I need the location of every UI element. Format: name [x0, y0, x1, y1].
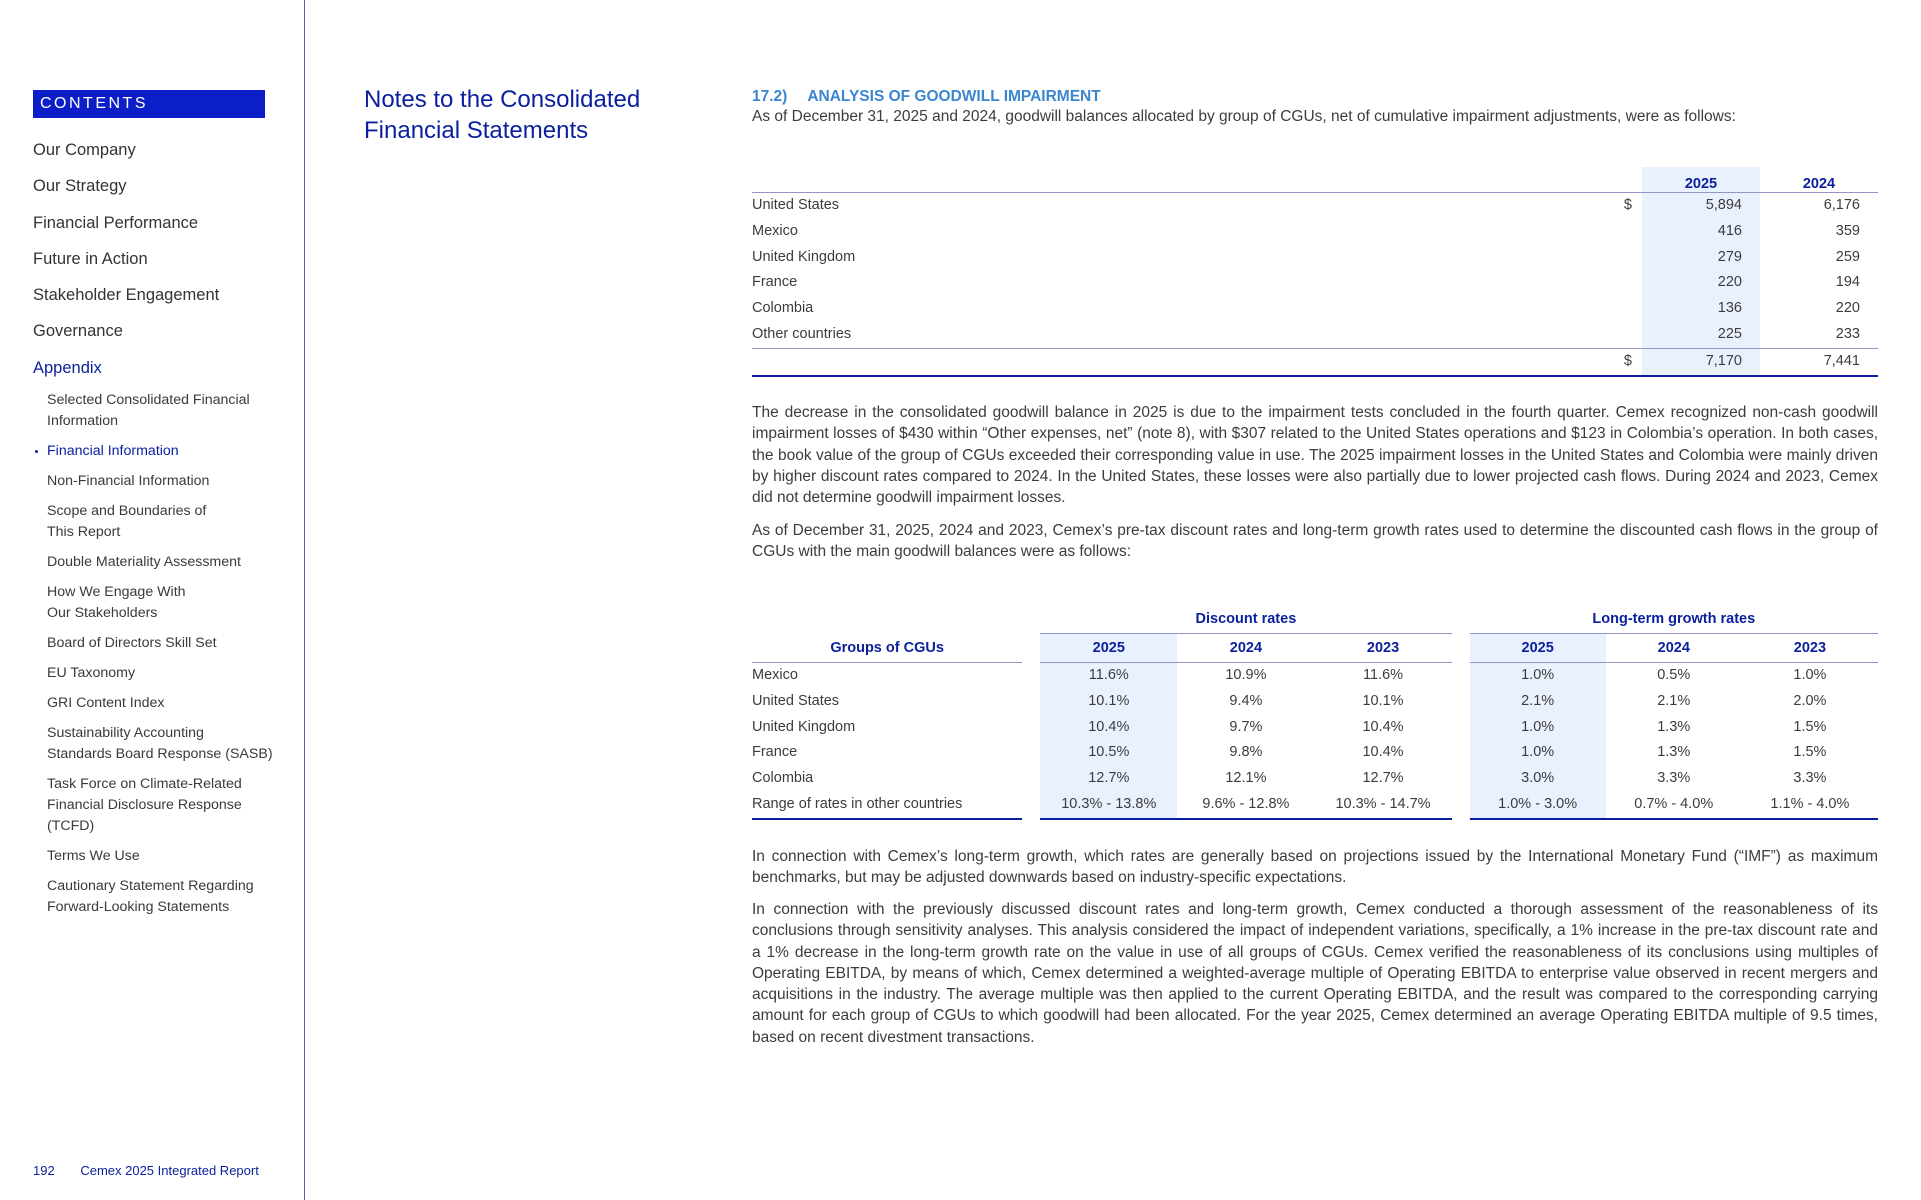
table-header-empty — [752, 605, 1022, 634]
table-header-empty — [1452, 634, 1470, 663]
discount-2024: 9.4% — [1229, 692, 1263, 709]
currency-symbol — [1612, 322, 1642, 348]
growth-2023: 3.3% — [1793, 770, 1827, 787]
note-title: ANALYSIS OF GOODWILL IMPAIRMENT — [807, 88, 1101, 105]
section-title-line: Financial Statements — [364, 117, 589, 144]
growth-2024: 0.7% - 4.0% — [1606, 792, 1742, 819]
sub-item-label: Financial Disclosure Response — [47, 797, 242, 813]
note-heading — [752, 88, 1101, 106]
sub-item-label: GRI Content Index — [47, 695, 165, 711]
groups-of-cgus-header: Groups of CGUs — [752, 634, 1022, 663]
note-intro: As of December 31, 2025 and 2024, goodwill balances allocated by group of CGUs, net of cumulative impairment adjustments, were as follows: — [752, 108, 1736, 125]
row-label — [752, 348, 1612, 375]
row-label: Other countries — [752, 325, 852, 342]
discount-2024: 12.1% — [1225, 770, 1267, 787]
growth-2024: 1.3% — [1657, 744, 1691, 761]
table-cell-empty — [1022, 715, 1040, 741]
paragraph-long-term-growth: In connection with Cemex’s long-term growth, which rates are generally based on projections issued by the International Monetary Fund (“IMF”) as maximum benchmarks, but may be adjusted downwards based on industry-specific expectations. — [752, 848, 1878, 887]
currency-symbol — [1612, 219, 1642, 245]
value-2025: 225 — [1642, 322, 1760, 348]
row-label: Mexico — [752, 222, 798, 239]
discount-2025: 10.1% — [1040, 689, 1177, 715]
note-number: 17.2) — [752, 88, 788, 105]
growth-2025: 2.1% — [1470, 689, 1606, 715]
growth-2025: 1.0% — [1470, 740, 1606, 766]
table-row — [752, 766, 1878, 792]
row-label: Range of rates in other countries — [752, 792, 1022, 819]
sidebar-navigation — [0, 0, 305, 1200]
sub-item-label: Cautionary Statement Regarding — [47, 878, 254, 894]
table-row — [752, 245, 1878, 271]
discount-year-2025: 2025 — [1040, 634, 1177, 663]
growth-year-2023: 2023 — [1742, 634, 1878, 663]
value-2024: 259 — [1835, 248, 1860, 265]
table-cell-empty — [1452, 766, 1470, 792]
growth-2024: 2.1% — [1657, 692, 1691, 709]
table-header-empty — [1022, 605, 1040, 634]
nav-item-financial-performance[interactable]: Financial Performance — [33, 213, 199, 232]
nav-item-appendix[interactable]: Appendix — [33, 358, 102, 377]
table-row — [752, 663, 1878, 689]
table-cell-empty — [1452, 715, 1470, 741]
table-cell-empty — [1022, 689, 1040, 715]
value-2025: 136 — [1642, 296, 1760, 322]
currency-symbol — [1612, 270, 1642, 296]
growth-2023: 1.1% - 4.0% — [1742, 792, 1878, 819]
growth-2024: 3.3% — [1657, 770, 1691, 787]
growth-2023: 2.0% — [1793, 692, 1827, 709]
currency-symbol: $ — [1623, 352, 1632, 369]
growth-2023: 1.0% — [1793, 667, 1827, 683]
value-2025: 220 — [1642, 270, 1760, 296]
table-row — [752, 715, 1878, 741]
growth-2025: 1.0% - 3.0% — [1470, 792, 1606, 819]
sub-item-sasb[interactable] — [47, 723, 297, 765]
page-footer — [33, 1163, 259, 1178]
sub-item-board-skill-set[interactable] — [47, 633, 297, 654]
appendix-sub-nav — [47, 390, 297, 927]
section-title — [364, 84, 684, 146]
discount-2023: 10.3% - 14.7% — [1314, 792, 1451, 819]
paragraph-sensitivity-analysis: In connection with the previously discussed discount rates and long-term growth, Cemex conducted a thorough assessment of the reasonableness of its conclusions through sensitivity analyses. This analysis considered the impact of independent variations, specifically, a 1% increase in the pre-tax discount rate and a 1% decrease in the long-term growth rate on the value in use of all groups of CGUs. Cemex verified the reasonableness of its conclusions using multiples of Operating EBITDA, by means of which, Cemex determined a weighted-average multiple of Operating EBITDA to enterprise value observed in recent mergers and acquisitions in the industry. The average multiple was then applied to the current Operating EBITDA, and the result was compared to the corresponding carrying amount for each group of CGUs to which goodwill had been allocated. For the year 2025, Cemex determined an average Operating EBITDA multiple of 9.5 times, based on recent divestment transactions. — [752, 901, 1878, 1046]
year-header-row — [752, 634, 1878, 663]
growth-2023: 1.5% — [1793, 744, 1827, 761]
sub-item-non-financial-information[interactable] — [47, 471, 297, 492]
table-header-empty — [1612, 167, 1642, 193]
sub-item-label: Selected Consolidated Financial — [47, 392, 250, 408]
sub-item-label: Board of Directors Skill Set — [47, 635, 217, 651]
sub-item-label: Non-Financial Information — [47, 473, 210, 489]
sub-item-label: Terms We Use — [47, 848, 140, 864]
total-2024: 7,441 — [1823, 352, 1860, 369]
discount-2024: 9.8% — [1229, 744, 1263, 761]
nav-item-our-strategy[interactable]: Our Strategy — [33, 177, 127, 196]
row-label: Colombia — [752, 770, 814, 787]
discount-2023: 12.7% — [1362, 770, 1404, 787]
table-row — [752, 740, 1878, 766]
page-number: 192 — [33, 1163, 55, 1178]
column-header-2025: 2025 — [1642, 167, 1760, 193]
contents-label[interactable]: CONTENTS — [33, 90, 265, 118]
value-2025: 416 — [1642, 219, 1760, 245]
sub-item-label: Our Stakeholders — [47, 605, 158, 621]
currency-symbol: $ — [1623, 197, 1632, 213]
nav-item-future-in-action[interactable]: Future in Action — [33, 249, 148, 268]
row-label: United Kingdom — [752, 248, 856, 265]
section-title-line: Notes to the Consolidated — [364, 86, 641, 113]
discount-year-2023: 2023 — [1314, 634, 1451, 663]
discount-2025: 10.5% — [1040, 740, 1177, 766]
sub-item-financial-information[interactable] — [47, 441, 297, 462]
nav-item-our-company[interactable]: Our Company — [33, 141, 136, 159]
table-row — [752, 193, 1878, 219]
sub-item-tcfd[interactable] — [47, 774, 297, 837]
table-header-empty — [1452, 605, 1470, 634]
value-2024: 233 — [1835, 325, 1860, 342]
sub-item-label: How We Engage With — [47, 584, 186, 600]
sub-item-label: Sustainability Accounting — [47, 725, 204, 741]
sub-item-label: Forward-Looking Statements — [47, 899, 230, 915]
value-2025: 5,894 — [1642, 193, 1760, 219]
table-header-empty — [1022, 634, 1040, 663]
table-header-empty — [752, 167, 1612, 193]
sub-item-gri-content-index[interactable] — [47, 693, 297, 714]
sub-item-how-we-engage[interactable] — [47, 582, 297, 624]
sub-item-terms-we-use[interactable] — [47, 846, 297, 867]
table-row — [752, 689, 1878, 715]
row-label: France — [752, 274, 798, 291]
sub-item-double-materiality[interactable] — [47, 552, 297, 573]
value-2024: 6,176 — [1823, 197, 1860, 213]
sub-item-cautionary-statement[interactable] — [47, 876, 297, 918]
growth-2025: 1.0% — [1470, 663, 1606, 689]
goodwill-table — [752, 167, 1878, 377]
sub-item-scope-and-boundaries[interactable] — [47, 501, 297, 543]
discount-2023: 10.4% — [1362, 718, 1404, 735]
sub-item-label: This Report — [47, 524, 121, 540]
discount-rates-header: Discount rates — [1040, 605, 1451, 634]
column-header-2024: 2024 — [1802, 176, 1836, 192]
growth-2024: 1.3% — [1657, 718, 1691, 735]
discount-2023: 10.4% — [1362, 744, 1404, 761]
value-2024: 359 — [1835, 222, 1860, 239]
growth-2025: 3.0% — [1470, 766, 1606, 792]
growth-2025: 1.0% — [1470, 715, 1606, 741]
discount-2024: 9.6% - 12.8% — [1177, 792, 1314, 819]
table-cell-empty — [1452, 689, 1470, 715]
discount-2025: 10.3% - 13.8% — [1040, 792, 1177, 819]
table-cell-empty — [1022, 663, 1040, 689]
paragraph-rates-intro: As of December 31, 2025, 2024 and 2023, Cemex’s pre-tax discount rates and long-term growth rates used to determine the discounted cash flows in the group of CGUs with the main goodwill balances were as follows: — [752, 522, 1878, 561]
report-name: Cemex 2025 Integrated Report — [80, 1163, 259, 1178]
sub-item-label: (TCFD) — [47, 818, 95, 834]
discount-2024: 10.9% — [1225, 667, 1267, 683]
row-label: United Kingdom — [752, 718, 856, 735]
total-row — [752, 348, 1878, 375]
sub-item-label: Information — [47, 413, 118, 429]
paragraph-impairment-decrease: The decrease in the consolidated goodwill balance in 2025 is due to the impairment tests concluded in the fourth quarter. Cemex recognized non-cash goodwill impairment losses of $430 within “Other expenses, net” (note 8), with $307 related to the United States operations and $123 in Colombia’s operation. In both cases, the book value of the group of CGUs exceeded their corresponding value in use. The 2025 impairment losses in the United States and Colombia were mainly driven by higher discount rates compared to 2024. In the United States, these losses were also partially due to lower projected cash flows. During 2024 and 2023, Cemex did not determine goodwill impairment losses. — [752, 404, 1878, 507]
table-row — [752, 792, 1878, 819]
discount-2025: 10.4% — [1040, 715, 1177, 741]
row-label: Mexico — [752, 667, 798, 683]
value-2024: 220 — [1835, 300, 1860, 317]
sub-item-label: EU Taxonomy — [47, 665, 136, 681]
growth-rates-header: Long-term growth rates — [1470, 605, 1878, 634]
sub-item-label: Task Force on Climate-Related — [47, 776, 242, 792]
sub-item-selected-financial-information[interactable] — [47, 390, 297, 432]
discount-year-2024: 2024 — [1177, 634, 1314, 663]
growth-2024: 0.5% — [1657, 667, 1691, 683]
table-cell-empty — [1022, 792, 1040, 819]
row-label: United States — [752, 692, 840, 709]
value-2024: 194 — [1835, 274, 1860, 291]
nav-item-stakeholder-engagement[interactable]: Stakeholder Engagement — [33, 286, 220, 305]
discount-2023: 10.1% — [1362, 692, 1404, 709]
currency-symbol — [1612, 245, 1642, 271]
growth-year-2025: 2025 — [1470, 634, 1606, 663]
group-header-row — [752, 605, 1878, 634]
row-label: Colombia — [752, 300, 814, 317]
value-2025: 279 — [1642, 245, 1760, 271]
table-row — [752, 322, 1878, 348]
table-cell-empty — [1452, 792, 1470, 819]
table-row — [752, 270, 1878, 296]
discount-2024: 9.7% — [1229, 718, 1263, 735]
sub-item-label: Scope and Boundaries of — [47, 503, 207, 519]
growth-year-2024: 2024 — [1606, 634, 1742, 663]
total-2025: 7,170 — [1642, 348, 1760, 375]
discount-2023: 11.6% — [1363, 667, 1404, 683]
discount-2025: 12.7% — [1040, 766, 1177, 792]
sub-item-label: Standards Board Response (SASB) — [47, 746, 273, 762]
table-cell-empty — [1452, 740, 1470, 766]
rates-table — [752, 605, 1878, 820]
table-row — [752, 219, 1878, 245]
table-cell-empty — [1022, 740, 1040, 766]
growth-2023: 1.5% — [1793, 718, 1827, 735]
table-header-row — [752, 167, 1878, 193]
nav-item-governance[interactable]: Governance — [33, 322, 123, 341]
table-cell-empty — [1022, 766, 1040, 792]
main-nav — [33, 138, 293, 392]
sub-item-eu-taxonomy[interactable] — [47, 663, 297, 684]
table-row — [752, 296, 1878, 322]
currency-symbol — [1612, 296, 1642, 322]
row-label: United States — [752, 197, 840, 213]
sub-item-label: Double Materiality Assessment — [47, 554, 241, 570]
discount-2025: 11.6% — [1040, 663, 1177, 689]
table-cell-empty — [1452, 663, 1470, 689]
row-label: France — [752, 744, 798, 761]
sub-item-label: Financial Information — [47, 443, 179, 459]
